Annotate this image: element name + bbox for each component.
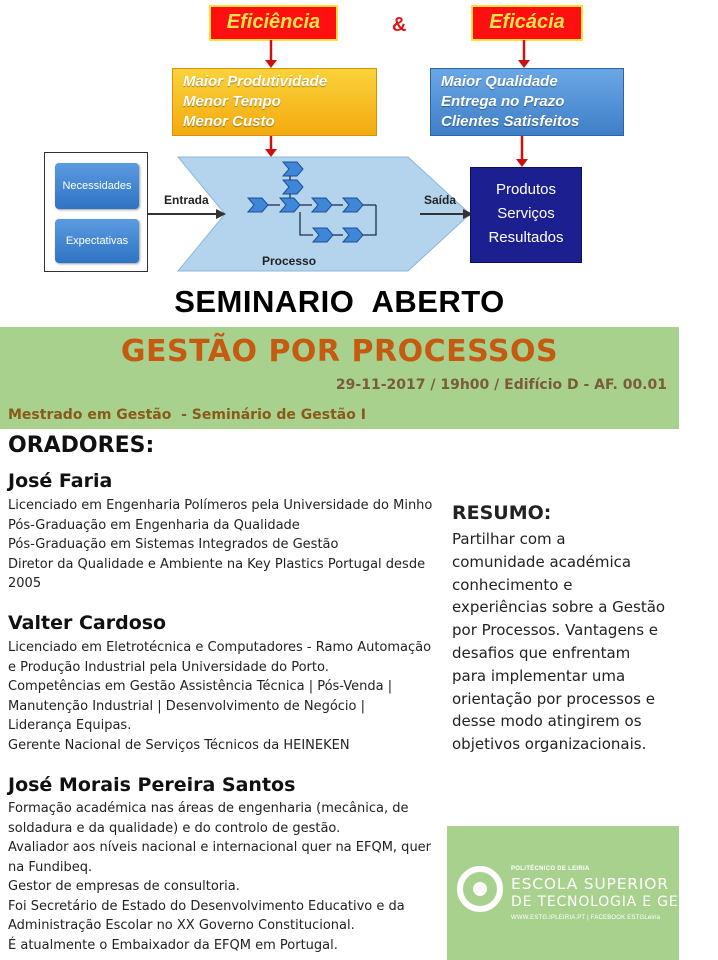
summary-line: comunidade académica <box>452 552 632 571</box>
speaker-bio-line: Manutenção Industrial | Desenvolvimento de Negócio | <box>8 698 366 714</box>
summary-line: orientação por processos e <box>452 689 655 708</box>
program-name: Mestrado em Gestão - Seminário de Gestão I <box>8 407 366 423</box>
speaker-bio-line: Liderança Equipas. <box>8 718 132 733</box>
logo-footer: WWW.ESTG.IPLEIRIA.PT | FACEBOOK ESTGLeiria <box>511 915 661 921</box>
speaker-bio-line: Pós-Graduação em Sistemas Integrados de Gestão <box>8 537 339 552</box>
efficiency-item: Maior Produtividade <box>183 73 328 90</box>
speaker-block <box>8 470 448 594</box>
input-expectations <box>55 219 139 263</box>
speaker-bio-line: Licenciado em Engenharia Polímeros pela Universidade do Minho <box>8 498 433 513</box>
process-label: Processo <box>262 254 317 268</box>
summary-block <box>452 502 677 756</box>
header-band <box>0 327 679 429</box>
efficiency-box <box>172 68 377 136</box>
speaker-block <box>8 774 448 955</box>
summary-heading: RESUMO: <box>452 502 552 524</box>
logo-institution: POLITÉCNICO DE LEIRIA <box>511 866 590 872</box>
summary-line: objetivos organizacionais. <box>452 735 647 754</box>
output-item: Resultados <box>488 229 564 246</box>
outputs-box <box>470 167 582 263</box>
speaker-bio-line: 2005 <box>8 576 42 591</box>
speaker-block <box>8 612 448 755</box>
speaker-name: Valter Cardoso <box>8 612 167 634</box>
logo-ring-icon <box>455 864 505 914</box>
summary-line: para implementar uma <box>452 666 626 685</box>
speaker-bio-line: Gerente Nacional de Serviços Técnicos da HEINEKEN <box>8 737 350 753</box>
summary-line: Partilhar com a <box>452 530 566 548</box>
saida-label: Saída <box>424 193 457 207</box>
ampersand: & <box>392 14 407 36</box>
speaker-bio-line: Formação académica nas áreas de engenharia (mecânica, de <box>8 801 409 816</box>
speaker-bio-line: É atualmente o Embaixador da EFQM em Portugal. <box>8 937 338 953</box>
school-logo <box>447 826 718 960</box>
speaker-bio-line: Administração Escolar no XX Governo Constitucional. <box>8 918 355 933</box>
speaker-name: José Morais Pereira Santos <box>8 774 296 796</box>
logo-school-line2: DE TECNOLOGIA E GESTÃO <box>511 894 718 910</box>
input-expectations-label: Expectativas <box>65 235 129 247</box>
summary-line: experiências sobre a Gestão <box>452 598 666 617</box>
speakers-heading: ORADORES: <box>8 433 155 458</box>
efficacy-box <box>430 68 624 136</box>
speaker-bio-line: e Produção Industrial pela Universidade do Porto. <box>8 659 329 675</box>
output-item: Serviços <box>497 205 555 222</box>
input-needs <box>55 163 139 209</box>
summary-line: desse modo atingirem os <box>452 712 642 731</box>
speaker-bio-line: Gestor de empresas de consultoria. <box>8 879 240 894</box>
output-item: Produtos <box>495 181 557 198</box>
entrada-label: Entrada <box>164 193 209 207</box>
seminar-subtitle: GESTÃO POR PROCESSOS <box>120 334 559 369</box>
speaker-bio-line: na Fundibeq. <box>8 859 93 875</box>
speaker-bio-line: Diretor da Qualidade e Ambiente na Key Plastics Portugal desde <box>8 556 426 572</box>
process-diagram <box>0 0 679 285</box>
speaker-bio-line: Licenciado em Eletrotécnica e Computadores - Ramo Automação <box>8 640 432 655</box>
speaker-bio-line: Avaliador aos níveis nacional e internacional quer na EFQM, quer <box>8 840 432 855</box>
inputs-frame <box>44 152 148 272</box>
speaker-bio-line: soldadura e da qualidade) e do controlo de gestão. <box>8 820 341 836</box>
input-needs-label: Necessidades <box>62 180 132 192</box>
efficiency-label: Eficiência <box>209 5 338 41</box>
efficiency-item: Menor Tempo <box>183 93 281 110</box>
speaker-name: José Faria <box>8 470 113 492</box>
summary-line: conhecimento e <box>452 575 573 594</box>
date-location: 29-11-2017 / 19h00 / Edifício D - AF. 00.01 <box>335 377 667 393</box>
logo-school-line1: ESCOLA SUPERIOR <box>511 875 669 893</box>
efficiency-item: Menor Custo <box>183 113 275 130</box>
speaker-bio-line: Competências em Gestão Assistência Técnica | Pós-Venda | <box>8 679 393 694</box>
speaker-bio-line: Foi Secretário de Estado do Desenvolvimento Educativo e da <box>8 898 405 914</box>
efficacy-item: Maior Qualidade <box>441 73 558 90</box>
efficacy-item: Clientes Satisfeitos <box>441 113 580 130</box>
page-title: SEMINARIO ABERTO <box>174 284 505 319</box>
efficacy-label: Eficácia <box>471 5 583 41</box>
summary-line: desafios que enfrentam <box>452 643 631 662</box>
efficacy-item: Entrega no Prazo <box>441 93 565 110</box>
summary-line: por Processos. Vantagens e <box>452 621 659 640</box>
speaker-bio-line: Pós-Graduação em Engenharia da Qualidade <box>8 517 300 533</box>
